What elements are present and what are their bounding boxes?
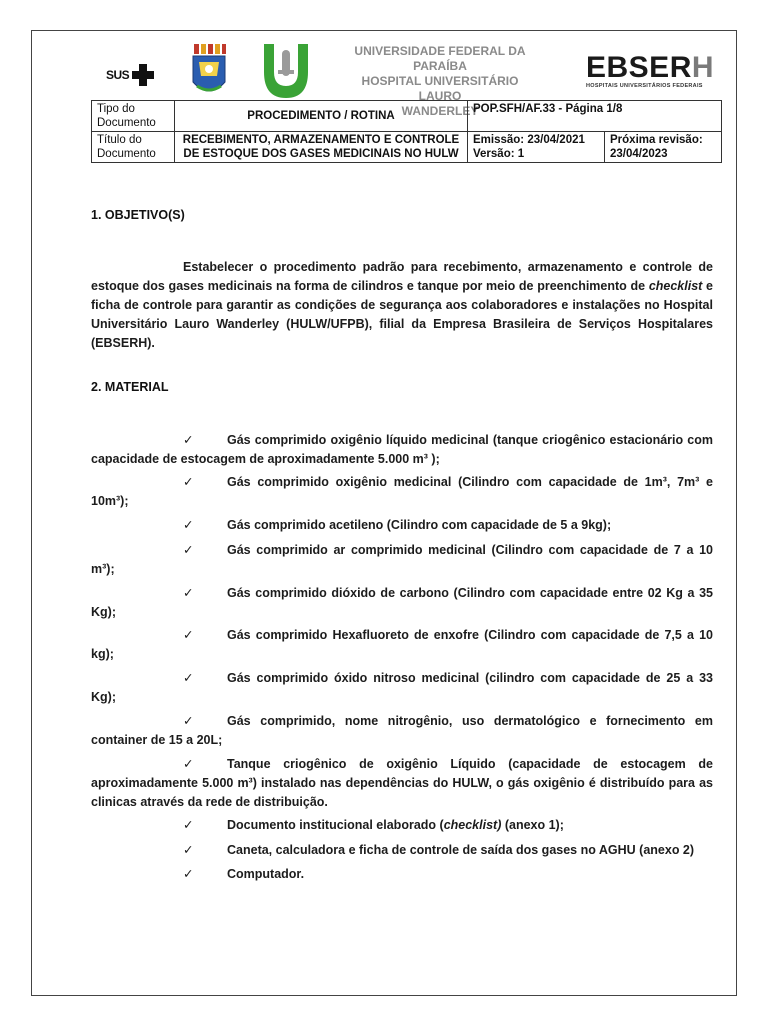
ebserh-subtitle: HOSPITAIS UNIVERSITÁRIOS FEDERAIS — [586, 83, 703, 89]
titulo-label: Título do Documento — [92, 132, 175, 163]
hu-logo-icon — [262, 42, 310, 100]
sus-label: SUS — [106, 68, 130, 82]
ebserh-name: EBSERH — [586, 51, 715, 84]
versao: Versão: 1 — [473, 148, 525, 160]
section-2-title: 2. MATERIAL — [91, 380, 169, 394]
material-item: ✓ Gás comprimido dióxido de carbono (Cilindro com capacidade entre 02 Kg a 35 Kg); — [91, 586, 713, 619]
sus-logo — [106, 64, 154, 86]
material-item: ✓ Gás comprimido ar comprimido medicinal (Cilindro com capacidade de 7 a 10 m³); — [91, 543, 713, 576]
check-icon: ✓ — [183, 518, 194, 532]
material-item: ✓ Gás comprimido, nome nitrogênio, uso dermatológico e fornecimento em container de 15 a 20L; — [91, 714, 713, 747]
check-icon: ✓ — [183, 867, 194, 881]
material-item: ✓ Tanque criogênico de oxigênio Líquido (capacidade de estocagem de aproximadamente 5.000 m³) instalado nas dependências do HULW, o gás oxigênio é distribuído para as clinicas através da rede de distribuição. — [91, 757, 713, 809]
titulo-value: RECEBIMENTO, ARMAZENAMENTO E CONTROLE DE ESTOQUE DOS GASES MEDICINAIS NO HULW — [175, 132, 468, 163]
tipo-label: Tipo do Documento — [92, 101, 175, 132]
checklist-term: checklist — [648, 279, 703, 293]
check-icon: ✓ — [183, 628, 194, 642]
emissao: Emissão: 23/04/2021 — [473, 134, 585, 146]
material-item: ✓ Gás comprimido oxigênio líquido medicinal (tanque criogênico estacionário com capacidade de estocagem de aproximadamente 5.000 m³ ); — [91, 433, 713, 466]
material-item: ✓ Gás comprimido acetileno (Cilindro com capacidade de 5 a 9kg); — [91, 516, 713, 535]
document-code: POP.SFH/AF.33 - Página 1/8 — [468, 101, 722, 132]
material-item: ✓ Documento institucional elaborado (checklist) (anexo 1); — [91, 816, 713, 835]
check-icon: ✓ — [183, 433, 194, 447]
check-icon: ✓ — [183, 818, 194, 832]
proxima-revisao-label: Próxima revisão: — [610, 134, 703, 146]
check-icon: ✓ — [183, 757, 194, 771]
check-icon: ✓ — [183, 543, 194, 557]
proxima-revisao-date: 23/04/2023 — [610, 148, 668, 160]
institution-line-3: WANDERLEY — [401, 104, 479, 118]
material-item: ✓ Gás comprimido Hexafluoreto de enxofre (Cilindro com capacidade de 7,5 a 10 kg); — [91, 628, 713, 661]
tipo-value: PROCEDIMENTO / ROTINA — [175, 101, 468, 132]
ebserh-name-end: H — [691, 51, 715, 84]
sus-cross-icon — [132, 64, 154, 86]
proxima-revisao — [605, 132, 722, 163]
material-item: ✓ Gás comprimido oxigênio medicinal (Cilindro com capacidade de 1m³, 7m³ e 10m³); — [91, 475, 713, 508]
check-icon: ✓ — [183, 843, 194, 857]
material-item: ✓ Computador. — [91, 865, 713, 884]
check-icon: ✓ — [183, 714, 194, 728]
ebserh-logo — [586, 51, 715, 89]
material-item: ✓ Caneta, calculadora e ficha de controle de saída dos gases no AGHU (anexo 2) — [91, 841, 713, 860]
ufpb-crest-icon — [191, 44, 227, 100]
institution-line-1: UNIVERSIDADE FEDERAL DA PARAÍBA — [354, 44, 526, 73]
check-icon: ✓ — [183, 671, 194, 685]
institution-line-2: HOSPITAL UNIVERSITÁRIO LAURO — [361, 74, 519, 103]
emissao-versao — [468, 132, 605, 163]
material-item: ✓ Gás comprimido óxido nitroso medicinal (cilindro com capacidade de 25 a 33 Kg); — [91, 671, 713, 704]
section-1-text: Estabelecer o procedimento padrão para recebimento, armazenamento e controle de estoque dos gases medicinais na forma de cilindros e tanque por meio de preenchimento de checklist e ficha de controle para garantir as condições de segurança aos colaboradores e instalações no Hospital Universitário Lauro Wanderley (HULW/UFPB), filial da Empresa Brasileira de Serviços Hospitalares (EBSERH). — [91, 260, 713, 350]
document-info-table — [91, 100, 722, 163]
check-icon: ✓ — [183, 586, 194, 600]
section-1-title: 1. OBJETIVO(S) — [91, 208, 185, 222]
check-icon: ✓ — [183, 475, 194, 489]
